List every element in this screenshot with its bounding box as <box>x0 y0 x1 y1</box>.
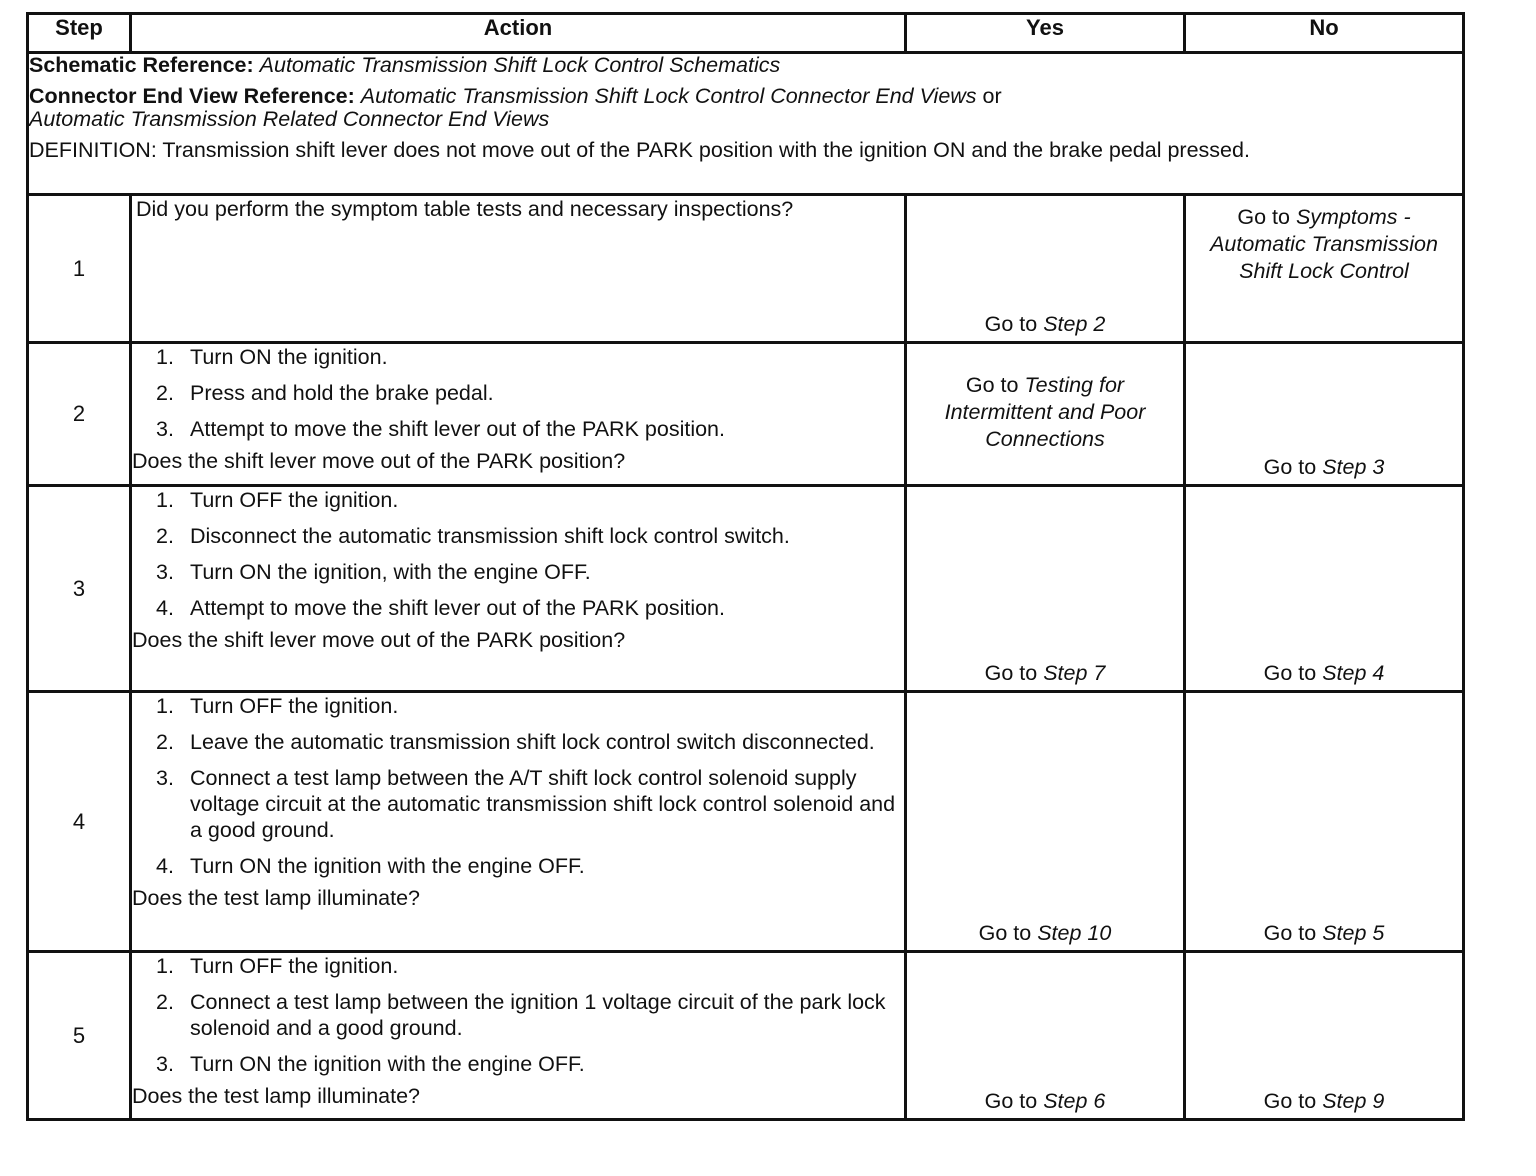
procedure-list <box>132 487 904 621</box>
no-prefix: Go to <box>1263 921 1317 945</box>
step-row <box>28 343 1464 486</box>
step-row <box>28 952 1464 1120</box>
list-item: 3. Attempt to move the shift lever out of the PARK position. <box>156 417 725 441</box>
header-row <box>28 14 1464 53</box>
step-row <box>28 486 1464 692</box>
connector-reference <box>29 85 1462 131</box>
list-item: 3. Turn ON the ignition with the engine OFF. <box>156 1052 585 1076</box>
no-cell <box>1185 195 1464 343</box>
yes-prefix: Go to <box>984 661 1038 685</box>
yes-prefix: Go to <box>984 312 1038 336</box>
list-item: 2. Leave the automatic transmission shift lock control switch disconnected. <box>156 730 875 754</box>
yes-cell <box>906 343 1185 486</box>
list-item: 1. Turn ON the ignition. <box>156 345 388 369</box>
action-cell <box>131 343 906 486</box>
list-item: 1. Turn OFF the ignition. <box>156 954 399 978</box>
yes-target: Step 7 <box>1043 661 1106 685</box>
yes-prefix: Go to <box>978 921 1032 945</box>
yes-target: Testing for Intermittent and Poor Connections <box>944 373 1146 451</box>
schematic-reference-link: Automatic Transmission Shift Lock Control Schematics <box>259 53 781 77</box>
no-result <box>1186 920 1462 946</box>
step-number: 1 <box>28 195 131 343</box>
procedure-list <box>132 693 904 879</box>
no-cell <box>1185 692 1464 952</box>
yes-cell <box>906 195 1185 343</box>
action-cell <box>131 692 906 952</box>
yes-result <box>907 920 1183 946</box>
step-row <box>28 195 1464 343</box>
header-action: Action <box>131 14 906 53</box>
no-cell <box>1185 486 1464 692</box>
no-prefix: Go to <box>1263 661 1317 685</box>
list-item: 4. Turn ON the ignition with the engine OFF. <box>156 854 585 878</box>
no-target: Step 3 <box>1322 455 1385 479</box>
yes-cell <box>906 486 1185 692</box>
action-cell <box>131 195 906 343</box>
action-cell <box>131 952 906 1120</box>
connector-reference-link-2: Automatic Transmission Related Connector End Views <box>29 107 550 131</box>
header-step: Step <box>28 14 131 53</box>
no-prefix: Go to <box>1263 1089 1317 1113</box>
schematic-reference <box>29 54 1462 77</box>
yes-result <box>907 1088 1183 1114</box>
no-cell <box>1185 952 1464 1120</box>
list-item: 3. Connect a test lamp between the A/T shift lock control solenoid supply voltage circuit at the automatic transmission shift lock control solenoid and a good ground. <box>156 766 896 842</box>
step-number: 2 <box>28 343 131 486</box>
no-cell <box>1185 343 1464 486</box>
list-item: 1. Turn OFF the ignition. <box>156 488 399 512</box>
step-question: Does the test lamp illuminate? <box>132 1084 421 1108</box>
action-cell <box>131 486 906 692</box>
definition: DEFINITION: Transmission shift lever does not move out of the PARK position with the ignition ON and the brake pedal pressed. <box>29 138 1250 162</box>
step-question: Does the test lamp illuminate? <box>132 886 421 910</box>
no-result <box>1186 1088 1462 1114</box>
no-result <box>1186 454 1462 480</box>
references-cell <box>28 53 1464 195</box>
no-prefix: Go to <box>1237 205 1290 229</box>
yes-target: Step 2 <box>1043 312 1106 336</box>
connector-reference-link-1: Automatic Transmission Shift Lock Control Connector End Views <box>360 84 977 108</box>
step-number: 3 <box>28 486 131 692</box>
connector-reference-label: Connector End View Reference: <box>29 84 355 108</box>
no-target: Step 9 <box>1322 1089 1385 1113</box>
list-item: 2. Disconnect the automatic transmission shift lock control switch. <box>156 524 790 548</box>
step-number: 4 <box>28 692 131 952</box>
yes-result <box>907 311 1183 337</box>
yes-cell <box>906 952 1185 1120</box>
header-yes: Yes <box>906 14 1185 53</box>
list-item: 3. Turn ON the ignition, with the engine OFF. <box>156 560 591 584</box>
diagnostic-table <box>26 12 1465 1121</box>
step-question: Did you perform the symptom table tests and necessary inspections? <box>136 197 794 221</box>
yes-cell <box>906 692 1185 952</box>
no-result <box>1186 196 1462 285</box>
yes-result <box>907 372 1183 453</box>
connector-reference-or: or <box>982 84 1002 108</box>
procedure-list <box>132 344 904 442</box>
step-question: Does the shift lever move out of the PARK position? <box>132 449 626 473</box>
step-number: 5 <box>28 952 131 1120</box>
list-item: 4. Attempt to move the shift lever out of the PARK position. <box>156 596 725 620</box>
step-question: Does the shift lever move out of the PARK position? <box>132 628 626 652</box>
list-item: 2. Connect a test lamp between the ignition 1 voltage circuit of the park lock solenoid and a good ground. <box>156 990 886 1040</box>
yes-prefix: Go to <box>965 373 1019 397</box>
step-row <box>28 692 1464 952</box>
references-row <box>28 53 1464 195</box>
procedure-list <box>132 953 904 1077</box>
list-item: 1. Turn OFF the ignition. <box>156 694 399 718</box>
yes-target: Step 10 <box>1037 921 1112 945</box>
no-target: Step 4 <box>1322 661 1385 685</box>
schematic-reference-label: Schematic Reference: <box>29 53 254 77</box>
list-item: 2. Press and hold the brake pedal. <box>156 381 494 405</box>
no-prefix: Go to <box>1263 455 1317 479</box>
no-result <box>1186 660 1462 686</box>
no-target: Step 5 <box>1322 921 1385 945</box>
yes-target: Step 6 <box>1043 1089 1106 1113</box>
no-target: Symptoms - Automatic Transmission Shift Lock Control <box>1210 205 1438 283</box>
header-no: No <box>1185 14 1464 53</box>
yes-result <box>907 660 1183 686</box>
yes-prefix: Go to <box>984 1089 1038 1113</box>
